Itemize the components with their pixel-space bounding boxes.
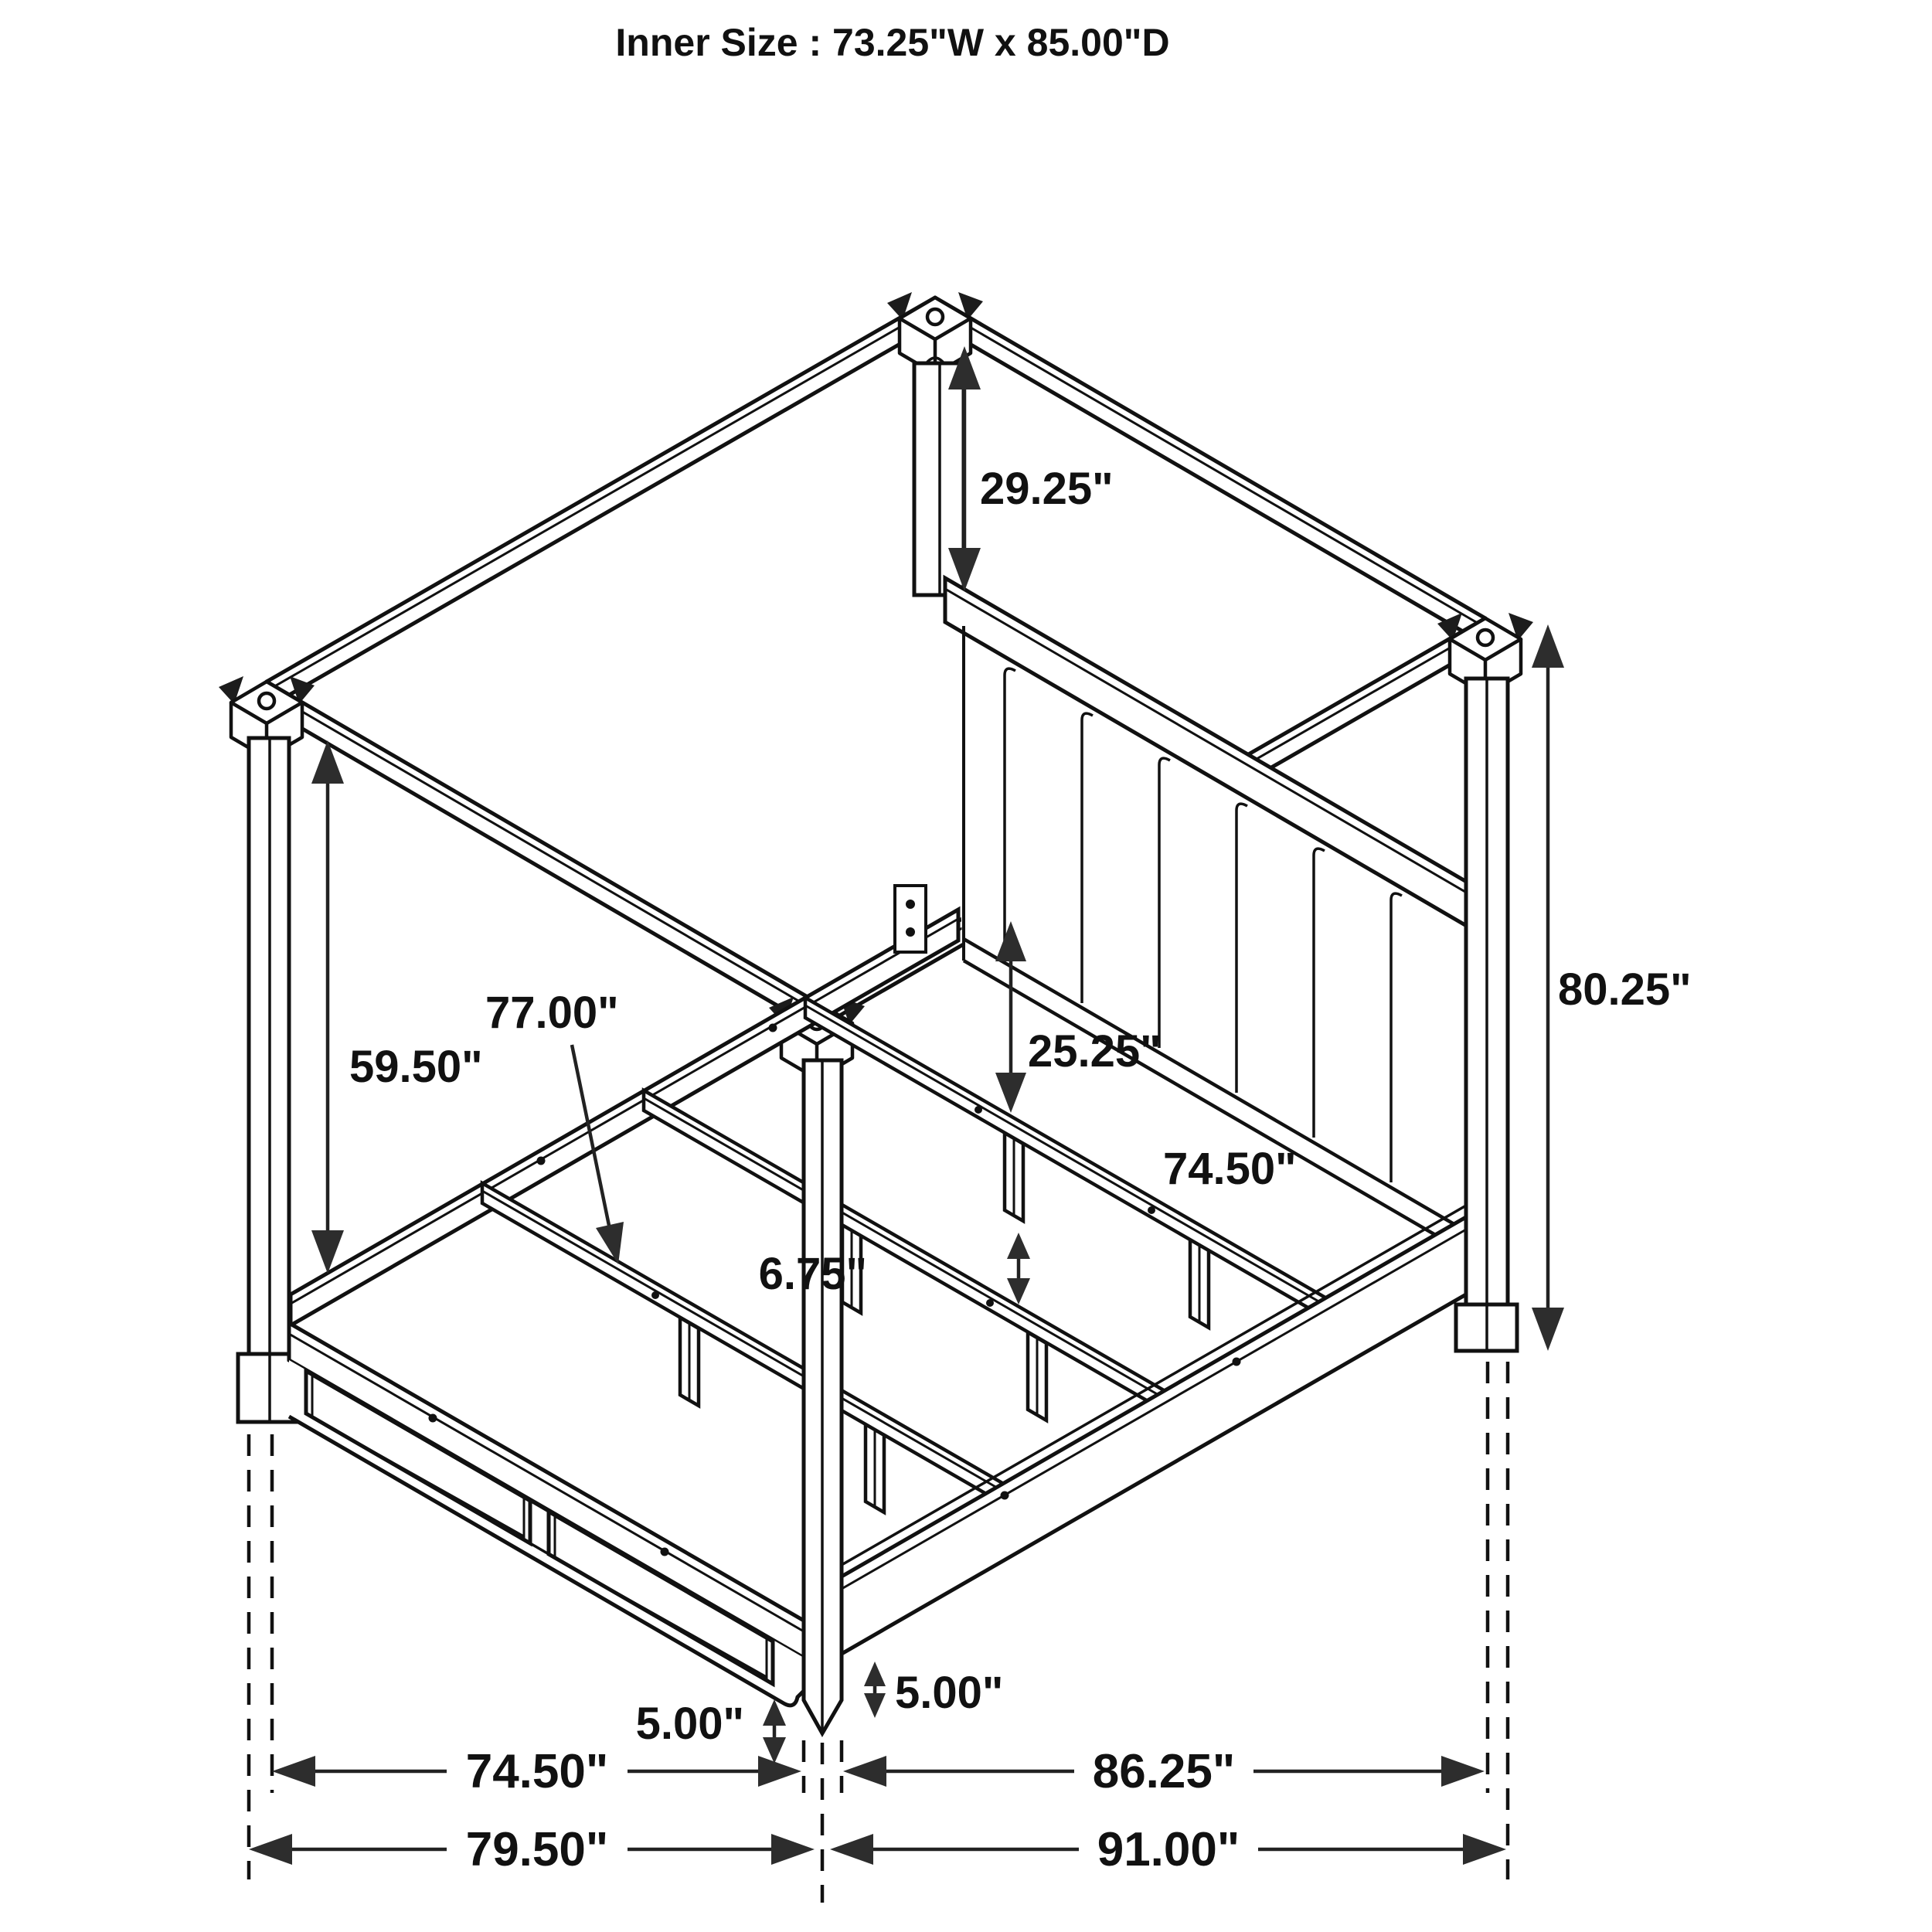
dim-label-width-between-posts: 74.50" (465, 1745, 609, 1798)
footboard-storage (289, 1323, 804, 1706)
footboard-top-rail (289, 1323, 804, 1658)
screw-dot (1001, 1492, 1009, 1500)
dim-label-canopy-to-slat: 25.25" (1028, 1026, 1162, 1077)
front-post (804, 1060, 842, 1733)
dim-label-post-above-headboard: 29.25" (980, 464, 1114, 514)
slat-rail-3 (482, 1183, 1002, 1503)
dim-label-overall-depth: 91.00" (1097, 1823, 1240, 1876)
slat-rail-2 (644, 1090, 1164, 1410)
screw-dot (769, 1024, 777, 1032)
dim-label-slat-leg-height: 6.75" (758, 1249, 867, 1299)
screw-dot (429, 1414, 437, 1423)
dim-label-slat-rail-length: 77.00" (485, 988, 619, 1038)
dim-label-base-height-right: 5.00" (895, 1668, 1004, 1718)
page-title: Inner Size : 73.25"W x 85.00"D (615, 21, 1170, 64)
hardware-plate (895, 886, 926, 952)
dim-label-depth-between-posts: 86.25" (1092, 1745, 1236, 1798)
dim-label-overall-height: 80.25" (1558, 964, 1692, 1015)
dim-label-post-above-side-rail: 59.50" (349, 1042, 483, 1092)
dim-label-base-height-left: 5.00" (635, 1699, 744, 1749)
dim-label-overall-width: 79.50" (465, 1823, 609, 1876)
screw-dot (661, 1548, 669, 1556)
dim-label-side-rail-length: 74.50" (1163, 1144, 1297, 1194)
footboard-base-edge (289, 1417, 804, 1706)
screw-dot (1233, 1358, 1241, 1366)
screw-dot (537, 1157, 546, 1165)
